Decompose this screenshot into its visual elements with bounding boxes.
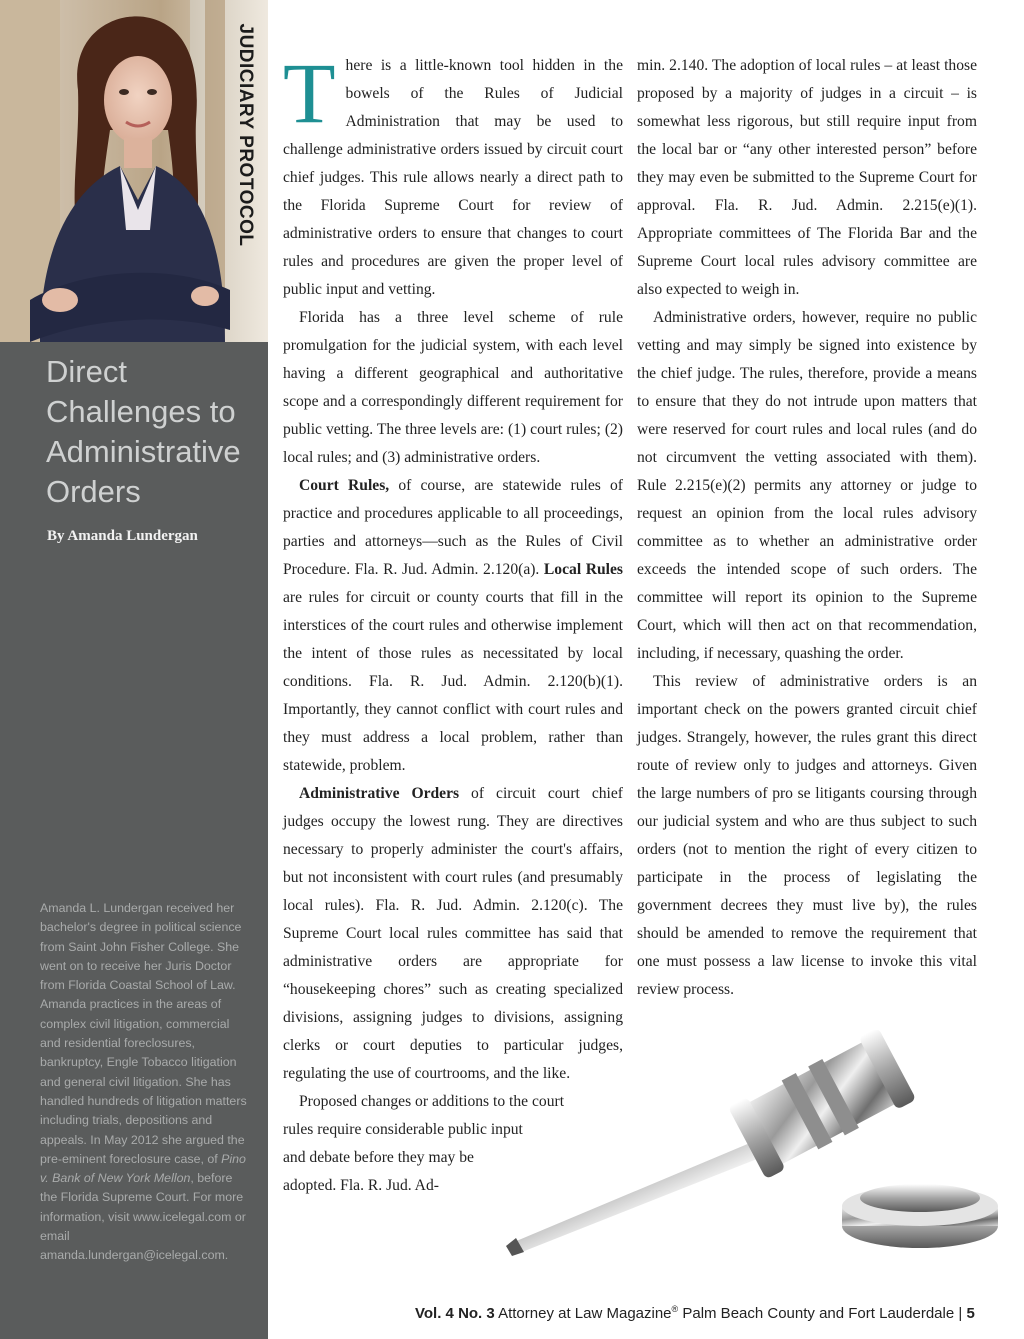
drop-cap: T bbox=[283, 45, 336, 141]
article-paragraph bbox=[283, 472, 623, 780]
article-line: rules require considerable public input bbox=[283, 1121, 523, 1138]
page-footer bbox=[415, 1304, 980, 1322]
gavel-image bbox=[500, 1030, 1000, 1270]
byline: By Amanda Lundergan bbox=[47, 528, 198, 544]
paragraph-text: here is a little-known tool hidden in the bowels of the Rules of Judicial Administration that may be used to challenge administrative orders issued by circuit court chief judges. This rule allows nearly a direct path to the Florida Supreme Court for review of administrative orders to ensure that changes to court rules and procedures are given the proper level of public input and vetting. bbox=[283, 57, 623, 298]
article-paragraph: This review of administrative orders is an important check on the powers granted circuit chief judges. Strangely, however, the rules grant this direct route of review only to judges and attorneys. Given the large numbers of pro se litigants coursing through our judicial system and who are thus subject to such orders (not to mention the right of every citizen to participate in the process of legislating the government decrees they must live by), the rules should be amended to remove the requirement that one must possess a law license to invoke this vital review process. bbox=[637, 673, 977, 998]
footer-edition: Palm Beach County and Fort Lauderdale bbox=[682, 1305, 955, 1322]
article-paragraph: min. 2.140. The adoption of local rules – at least those proposed by a majority of judges in a circuit – is somewhat less rigorous, but still require input from the local bar or “any other interested person” before they may even be submitted to the Supreme Court for approval. Fla. R. Jud. Admin. 2.215(e)(1). Appropriate committees of The Florida Bar and the Supreme Court local rules advisory committee are also expected to weigh in. bbox=[637, 57, 977, 298]
section-label-text: JUDICIARY PROTOCOL bbox=[235, 23, 256, 247]
page-number: 5 bbox=[966, 1305, 975, 1322]
article-paragraph: Florida has a three level scheme of rule promulgation for the judicial system, with each level having a different geographical and authoritative scope and a correspondingly different requirement for public vetting. The three levels are: (1) court rules; (2) local rules; and (3) administrative orders. bbox=[283, 309, 623, 466]
paragraph-text: are rules for circuit or county courts that fill in the interstices of the court rules and otherwise implement the intent of those rules as necessitated by local conditions. Fla. R. Jud. Admin. 2.120(b)(1). Importantly, they cannot conflict with court rules and they must address a local problem, rather than statewide, problem. bbox=[283, 589, 623, 774]
paragraph-text: of circuit court chief judges occupy the lowest rung. They are directives necessary to properly administer the court's affairs, but not inconsistent with court rules (and presumably local rules). Fla. R. Jud. Admin. 2.120(c). The Supreme Court local rules committee has said that administrative orders are appropriate for “housekeeping chores” such as creating specialized divisions, assigning judges to divisions, assigning clerks or court deputies to particular judges, regulating the use of courtrooms, and the like. bbox=[283, 785, 623, 1082]
article-paragraph: Proposed changes or additions to the court bbox=[299, 1093, 565, 1110]
term-local-rules: Local Rules bbox=[543, 561, 623, 578]
term-administrative-orders: Administrative Orders bbox=[299, 785, 460, 802]
article-paragraph: Administrative orders, however, require no public vetting and may simply be signed into existence by the chief judge. The rules, therefore, provide a means to ensure that they do not intrude upon matters that were reserved for court rules and local rules (and do not circumvent the vetting associated with them). Rule 2.215(e)(2) permits any attorney or judge to request an opinion from the local rules advisory committee as to whether an administrative order exceeds the intended scope of such orders. The committee will report its opinion to the Supreme Court, which will then act on that recommendation, including, if necessary, quashing the order. bbox=[637, 309, 977, 662]
author-bio bbox=[40, 899, 252, 1266]
article-line: and debate before they may be bbox=[283, 1149, 474, 1166]
article-column-2 bbox=[637, 52, 977, 1004]
article-title: Direct Challenges to Administrative Orders bbox=[46, 354, 241, 509]
term-court-rules: Court Rules, bbox=[299, 477, 390, 494]
footer-magazine: Attorney at Law Magazine bbox=[498, 1305, 672, 1322]
footer-registered-mark: ® bbox=[671, 1304, 679, 1314]
bio-text-1: Amanda L. Lundergan received her bachelor's degree in political science from Saint John Fisher College. She went on to receive her Juris Doctor from Florida Coastal School of Law. Amanda practices in the areas of complex civil litigation, commercial and residential foreclosures, bankruptcy, Engle Tobacco litigation and general civil litigation. She has handled hundreds of litigation matters including trials, depositions and appeals. In May 2012 she argued the pre-eminent foreclosure case, of bbox=[40, 901, 247, 1166]
article-column-1 bbox=[283, 45, 623, 1200]
sidebar bbox=[0, 0, 268, 1339]
bio-text-2: , before the Florida Supreme Court. For more information, visit www.icelegal.com or email amanda.lundergan@icelegal.com. bbox=[40, 1171, 246, 1263]
article-line: adopted. Fla. R. Jud. Ad- bbox=[283, 1177, 439, 1194]
footer-volume: Vol. 4 No. 3 bbox=[415, 1305, 495, 1322]
paragraph-text: of course, are statewide rules of practice and procedures applicable to all proceedings, parties and attorneys—such as the Rules of Civil Procedure. Fla. R. Jud. Admin. 2.120(a). bbox=[283, 477, 623, 578]
bio-case-name: Pino v. Bank of New York Mellon bbox=[40, 1151, 246, 1186]
footer-separator: | bbox=[958, 1305, 963, 1322]
article-paragraph bbox=[283, 45, 623, 304]
section-label bbox=[222, 20, 268, 250]
